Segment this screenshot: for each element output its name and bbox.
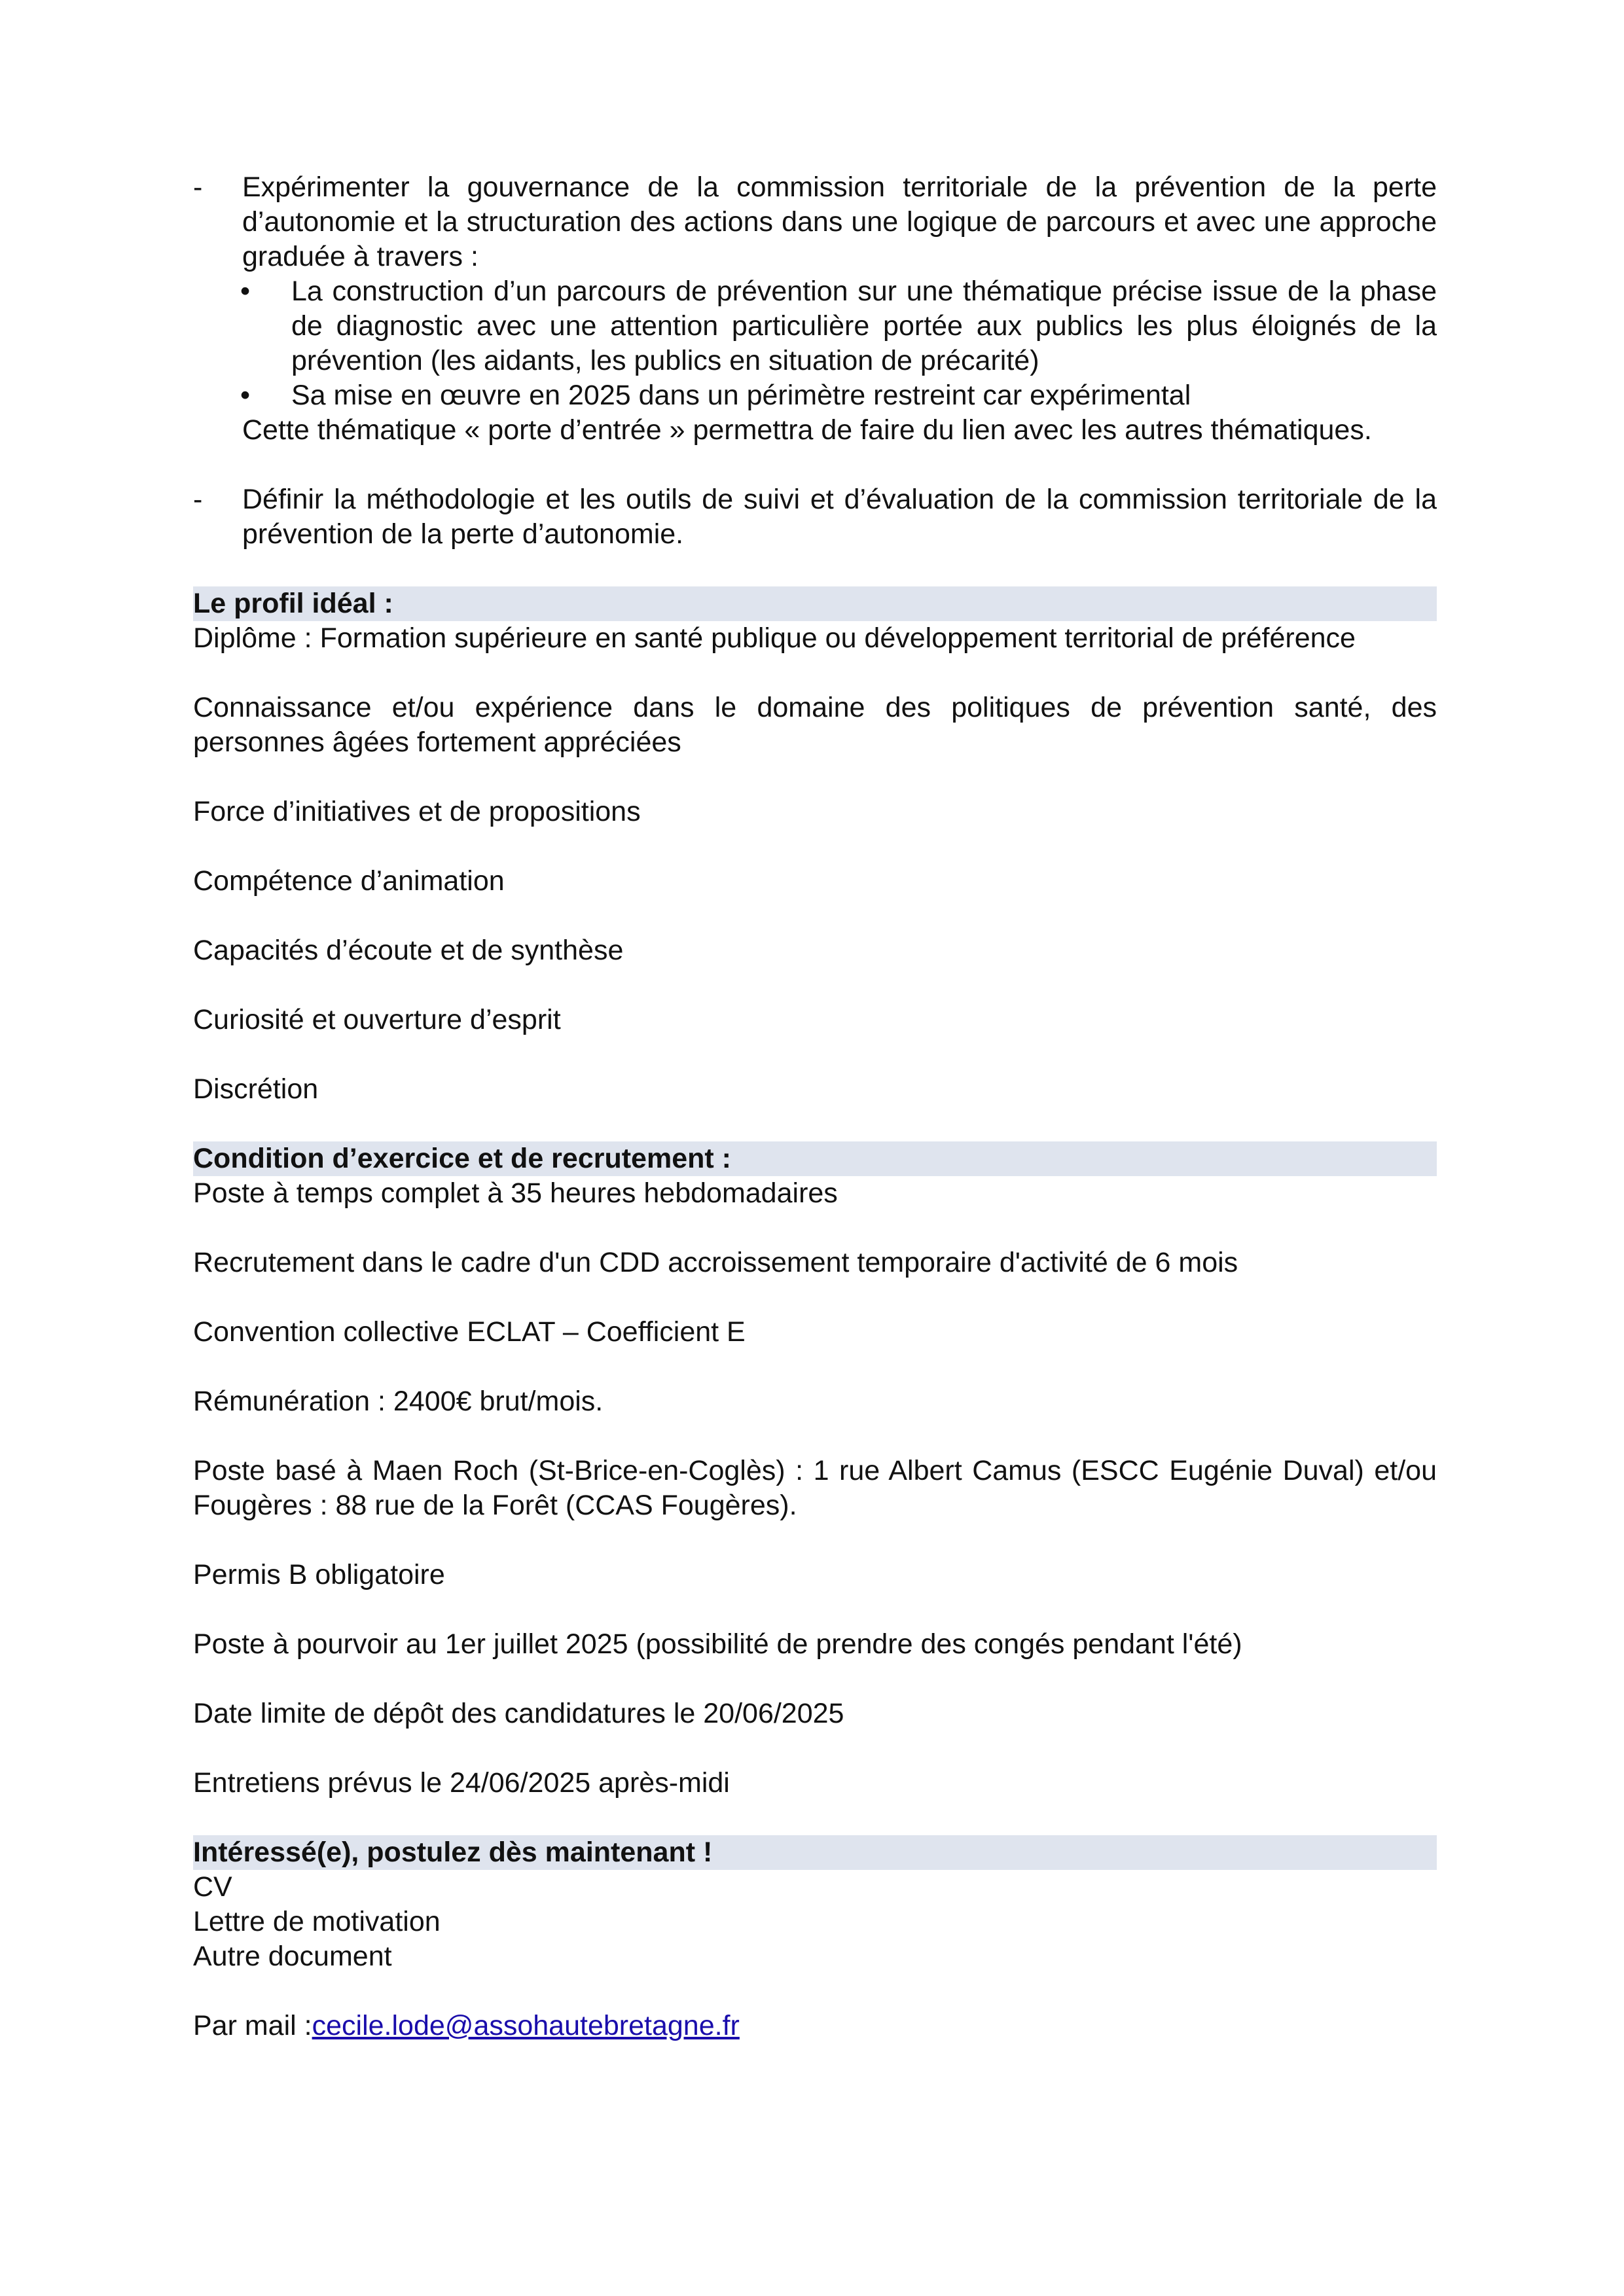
bullet-dot-icon: • [240,276,251,307]
bullet-item [193,274,1437,378]
bullet-dot-icon: • [240,380,251,411]
profile-curiosity: Curiosité et ouverture d’esprit [193,1004,561,1035]
objective-item-governance [193,170,1437,274]
bullet-list [193,274,1437,413]
condition-start-date: Poste à pourvoir au 1er juillet 2025 (possibilité de prendre des congés pendant l'été) [193,1628,1242,1660]
apply-document-letter: Lettre de motivation [193,1906,441,1937]
document-content [193,170,1437,2043]
bullet-text: La construction d’un parcours de prévention sur une thématique précise issue de la phase de diagnostic avec une attention particulière portée aux publics les plus éloignés de la prévention (les aidants, les publics en situation de précarité) [291,276,1437,376]
profile-listening: Capacités d’écoute et de synthèse [193,935,624,966]
bullet-item [193,378,1437,413]
objective-text: Expérimenter la gouvernance de la commission territoriale de la prévention de la perte d’autonomie et la structuration des actions dans une logique de parcours et avec une approche graduée à travers : [242,171,1437,272]
profile-diploma: Diplôme : Formation supérieure en santé publique ou développement territorial de préférence [193,622,1356,654]
apply-mail-line [193,2009,1437,2043]
apply-document-cv: CV [193,1871,232,1903]
bullet-text: Sa mise en œuvre en 2025 dans un périmètre restreint car expérimental [291,380,1191,411]
objective-item-methodology [193,482,1437,552]
condition-convention: Convention collective ECLAT – Coefficient E [193,1316,746,1348]
condition-license: Permis B obligatoire [193,1559,445,1590]
condition-contract: Recrutement dans le cadre d'un CDD accroissement temporaire d'activité de 6 mois [193,1247,1238,1278]
profile-initiative: Force d’initiatives et de propositions [193,796,641,827]
profile-animation: Compétence d’animation [193,865,505,897]
mail-prefix: Par mail : [193,2010,312,2041]
section-heading-conditions: Condition d’exercice et de recrutement : [193,1141,1437,1176]
condition-salary: Rémunération : 2400€ brut/mois. [193,1386,604,1417]
dash-marker: - [193,171,203,203]
condition-location: Poste basé à Maen Roch (St-Brice-en-Coglès) : 1 rue Albert Camus (ESCC Eugénie Duval) et/ou Fougères : 88 rue de la Forêt (CCAS Fougères). [193,1455,1437,1521]
condition-interviews: Entretiens prévus le 24/06/2025 après-midi [193,1767,730,1799]
profile-knowledge: Connaissance et/ou expérience dans le domaine des politiques de prévention santé, des personnes âgées fortement appréciées [193,692,1437,758]
section-heading-profile: Le profil idéal : [193,586,1437,621]
email-link[interactable]: cecile.lode@assohautebretagne.fr [312,2010,740,2041]
dash-marker: - [193,484,203,515]
section-heading-apply: Intéressé(e), postulez dès maintenant ! [193,1835,1437,1870]
apply-document-other: Autre document [193,1941,392,1972]
objective-text: Définir la méthodologie et les outils de suivi et d’évaluation de la commission territoriale de la prévention de la perte d’autonomie. [242,484,1437,550]
profile-discretion: Discrétion [193,1073,319,1105]
thematic-note: Cette thématique « porte d’entrée » permettra de faire du lien avec les autres thématiques. [242,414,1372,446]
condition-deadline: Date limite de dépôt des candidatures le 20/06/2025 [193,1698,844,1729]
condition-hours: Poste à temps complet à 35 heures hebdomadaires [193,1177,838,1209]
